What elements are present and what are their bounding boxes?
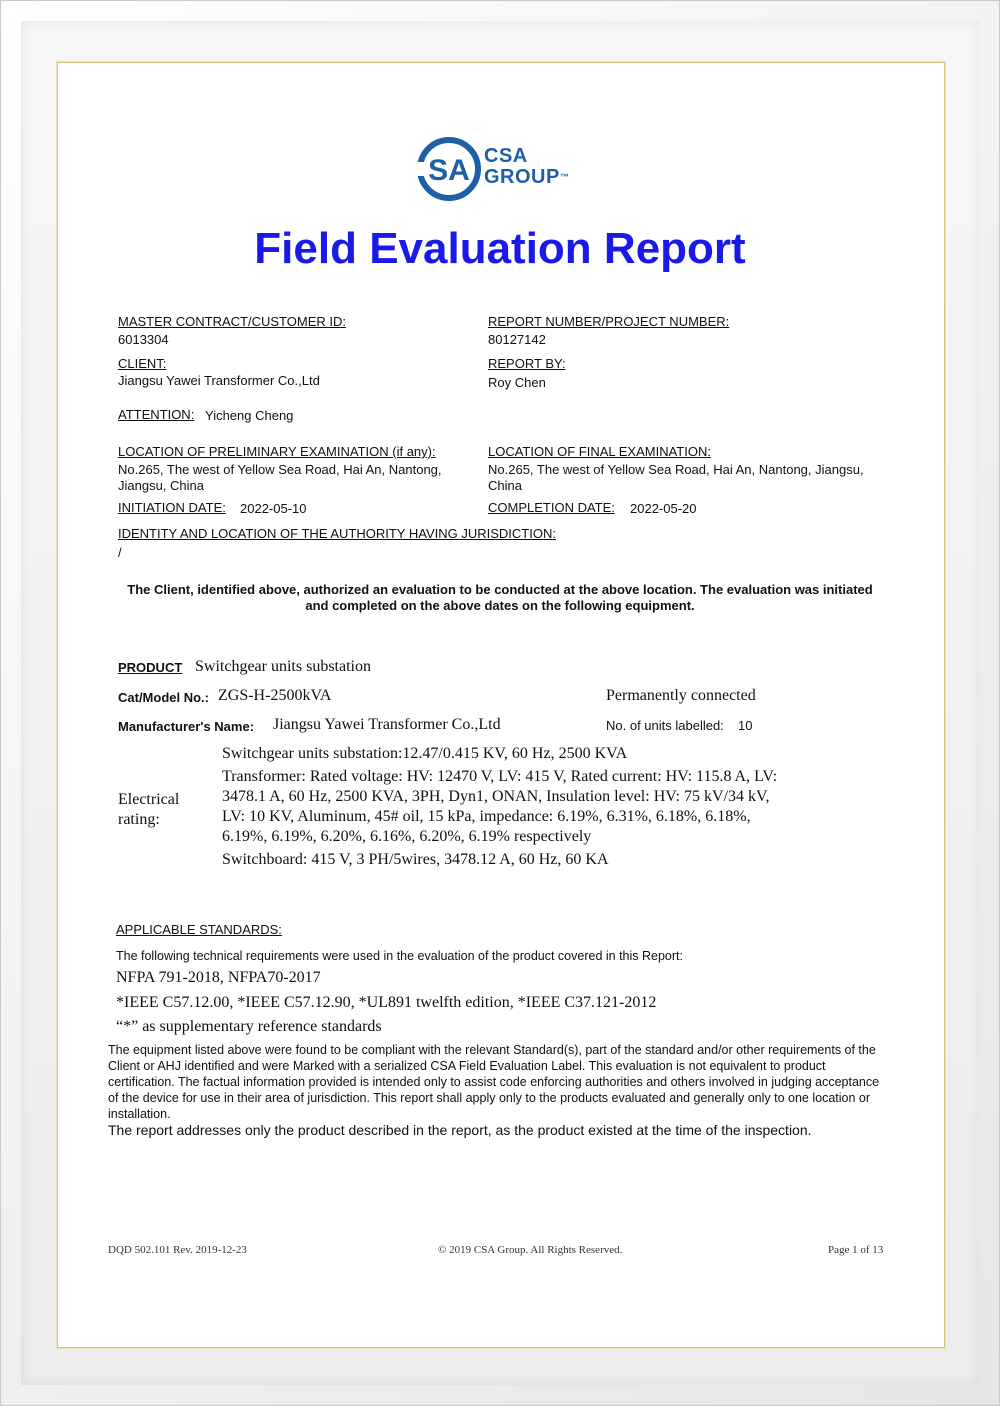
prelim-location-value: No.265, The west of Yellow Sea Road, Hai An, Nantong, Jiangsu, China — [118, 462, 442, 493]
rating-line-substation: Switchgear units substation:12.47/0.415 KV, 60 Hz, 2500 KVA — [222, 745, 628, 762]
report-by-value: Roy Chen — [488, 375, 546, 390]
report-number-value: 80127142 — [488, 332, 546, 347]
csa-group-logo — [416, 136, 596, 202]
standards-line-3: “*” as supplementary reference standards — [116, 1018, 382, 1035]
standards-intro: The following technical requirements were used in the evaluation of the product covered in this Report: — [116, 949, 683, 963]
attention-label: ATTENTION: — [118, 407, 195, 422]
model-label: Cat/Model No.: — [118, 690, 209, 705]
client-label: CLIENT: — [118, 356, 167, 371]
attention-value: Yicheng Cheng — [205, 408, 294, 423]
units-labelled-label: No. of units labelled: — [606, 718, 724, 733]
footer-doc-id: DQD 502.101 Rev. 2019-12-23 — [108, 1244, 247, 1256]
client-value: Jiangsu Yawei Transformer Co.,Ltd — [118, 373, 320, 388]
electrical-rating-block — [222, 744, 792, 873]
compliance-paragraph: The equipment listed above were found to be compliant with the relevant Standard(s), part of the standard and/or other requirements of the Client or AHJ identified and were Marked with a serialized CSA Field Evaluation Label. This evaluation is not equivalent to product certification. The factual information provided is intended only to assist code enforcing authorities and others involved in judging acceptance of the device for use in their area of jurisdiction. This report shall apply only to the products evaluated and generally only to one location or installation. — [108, 1043, 880, 1121]
master-contract-value: 6013304 — [118, 332, 169, 347]
report-by-label: REPORT BY: — [488, 356, 566, 371]
units-labelled-value: 10 — [738, 718, 753, 733]
manufacturer-value: Jiangsu Yawei Transformer Co.,Ltd — [273, 716, 501, 733]
completion-date-label: COMPLETION DATE: — [488, 500, 615, 515]
completion-date-value: 2022-05-20 — [630, 501, 697, 516]
csa-logo-icon — [416, 136, 482, 202]
scope-statement: The report addresses only the product described in the report, as the product existed at the time of the inspection. — [108, 1122, 812, 1138]
model-value: ZGS-H-2500kVA — [218, 687, 332, 704]
footer-copyright: © 2019 CSA Group. All Rights Reserved. — [438, 1244, 623, 1256]
initiation-date-label: INITIATION DATE: — [118, 500, 226, 515]
rating-line-transformer: Transformer: Rated voltage: HV: 12470 V, LV: 415 V, Rated current: HV: 115.8 A, LV: 3478.1 A, 60 Hz, 2500 KVA, 3PH, Dyn1, ONAN, Insulation level: HV: 75 kV/34 kV, LV: 10 KV, Aluminum, 45# oil, 15 kPa, impedance: 6.19%, 6.31%, 6.18%, 6.18%, 6.19%, 6.19%, 6.20%, 6.16%, 6.20%, 6.19% respectively — [222, 768, 778, 845]
authority-value: / — [118, 545, 122, 560]
logo-text-line1: CSA — [484, 145, 528, 167]
prelim-location-label: LOCATION OF PRELIMINARY EXAMINATION (if any): — [118, 444, 436, 459]
standards-line-2: *IEEE C57.12.00, *IEEE C57.12.90, *UL891 twelfth edition, *IEEE C37.121-2012 — [116, 994, 657, 1011]
electrical-label-line1: Electrical — [118, 791, 180, 808]
report-title: Field Evaluation Report — [254, 224, 746, 273]
electrical-label-line2: rating: — [118, 811, 160, 828]
connection-type: Permanently connected — [606, 687, 756, 704]
logo-text-line2: GROUP — [484, 166, 560, 188]
product-label: PRODUCT — [118, 660, 183, 675]
footer-page-number: Page 1 of 13 — [828, 1244, 884, 1256]
master-contract-label: MASTER CONTRACT/CUSTOMER ID: — [118, 314, 346, 329]
initiation-date-value: 2022-05-10 — [240, 501, 307, 516]
electrical-rating-label — [118, 790, 179, 830]
standards-label: APPLICABLE STANDARDS: — [116, 922, 282, 937]
standards-line-1: NFPA 791-2018, NFPA70-2017 — [116, 969, 321, 986]
rating-line-switchboard: Switchboard: 415 V, 3 PH/5wires, 3478.12 A, 60 Hz, 60 KA — [222, 851, 609, 868]
manufacturer-label: Manufacturer's Name: — [118, 719, 255, 734]
authorization-statement: The Client, identified above, authorized an evaluation to be conducted at the above location. The evaluation was initiated and completed on the above dates on the following equipment. — [127, 582, 873, 613]
product-value: Switchgear units substation — [195, 658, 371, 675]
logo-mark-text: SA — [428, 154, 470, 187]
final-location-value: No.265, The west of Yellow Sea Road, Hai An, Nantong, Jiangsu, China — [488, 462, 864, 493]
report-number-label: REPORT NUMBER/PROJECT NUMBER: — [488, 314, 730, 329]
trademark-symbol: ™ — [559, 172, 570, 182]
authority-label: IDENTITY AND LOCATION OF THE AUTHORITY HAVING JURISDICTION: — [118, 526, 556, 541]
final-location-label: LOCATION OF FINAL EXAMINATION: — [488, 444, 711, 459]
